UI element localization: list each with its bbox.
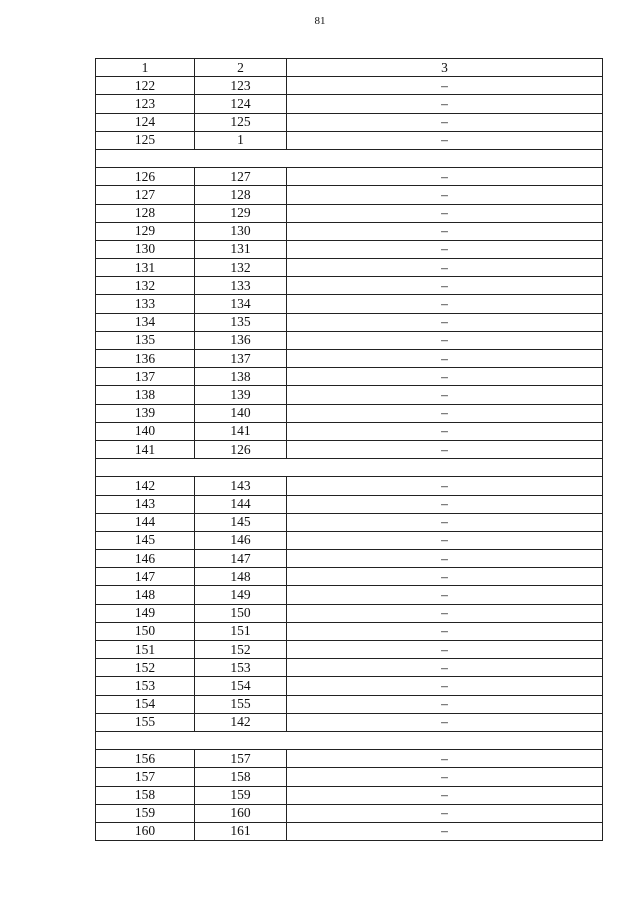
table-row: [96, 313, 603, 331]
table-row: [96, 204, 603, 222]
table-cell-col1: 130: [96, 240, 195, 258]
table-cell-col3: –: [287, 350, 603, 368]
column-header-2: 2: [195, 59, 287, 77]
table-cell-col1: 127: [96, 186, 195, 204]
table-row: [96, 404, 603, 422]
table-cell-col2: 142: [195, 713, 287, 731]
table-cell-col3: –: [287, 331, 603, 349]
table-row: [96, 240, 603, 258]
table-cell-col2: 161: [195, 822, 287, 840]
table-cell-col1: 149: [96, 604, 195, 622]
table-row: [96, 641, 603, 659]
table-row: [96, 677, 603, 695]
data-table: [95, 58, 603, 841]
table-cell-col1: 136: [96, 350, 195, 368]
table-header-row: [96, 59, 603, 77]
table-cell-col1: 153: [96, 677, 195, 695]
table-cell-col2: 127: [195, 168, 287, 186]
table-cell-col2: 141: [195, 422, 287, 440]
table-cell-col3: –: [287, 659, 603, 677]
table-cell-col3: –: [287, 368, 603, 386]
table-cell-col3: –: [287, 677, 603, 695]
table-row: [96, 331, 603, 349]
table-cell-col3: –: [287, 750, 603, 768]
table-row: [96, 131, 603, 149]
table-cell-col2: 138: [195, 368, 287, 386]
table-row: [96, 786, 603, 804]
table-cell-col2: 160: [195, 804, 287, 822]
table-cell-col3: –: [287, 422, 603, 440]
table-cell-col1: 145: [96, 531, 195, 549]
table-cell-col2: 128: [195, 186, 287, 204]
table-cell-col3: –: [287, 222, 603, 240]
table-cell-col2: 149: [195, 586, 287, 604]
table-cell-col2: 154: [195, 677, 287, 695]
table-cell-col2: 130: [195, 222, 287, 240]
table-cell-col3: –: [287, 404, 603, 422]
table-cell-col1: 122: [96, 77, 195, 95]
table-cell-col2: 139: [195, 386, 287, 404]
table-cell-col2: 132: [195, 259, 287, 277]
table-cell-col2: 150: [195, 604, 287, 622]
table-cell-col2: 134: [195, 295, 287, 313]
table-row: [96, 768, 603, 786]
table-row: [96, 695, 603, 713]
table-cell-col3: –: [287, 804, 603, 822]
table-cell-col3: –: [287, 568, 603, 586]
table-cell-col2: 137: [195, 350, 287, 368]
table-cell-col2: 136: [195, 331, 287, 349]
table-cell-col3: –: [287, 604, 603, 622]
table-cell-col1: 138: [96, 386, 195, 404]
table-cell-col2: 155: [195, 695, 287, 713]
table-cell-col1: 154: [96, 695, 195, 713]
table-row: [96, 822, 603, 840]
table-cell-col2: 159: [195, 786, 287, 804]
table-cell-col3: –: [287, 204, 603, 222]
table-cell-col2: 147: [195, 550, 287, 568]
table-cell-col1: 125: [96, 131, 195, 149]
table-row: [96, 713, 603, 731]
table-cell-col2: 151: [195, 622, 287, 640]
table-cell-col1: 123: [96, 95, 195, 113]
table-cell-col2: 153: [195, 659, 287, 677]
table-row: [96, 186, 603, 204]
table-row: [96, 95, 603, 113]
table-row: [96, 277, 603, 295]
table-cell-col3: –: [287, 277, 603, 295]
table-cell-col3: –: [287, 477, 603, 495]
table-row: [96, 222, 603, 240]
table-row: [96, 113, 603, 131]
table-cell-col2: 148: [195, 568, 287, 586]
group-separator-row: [96, 459, 603, 477]
table-cell-col2: 143: [195, 477, 287, 495]
table-row: [96, 259, 603, 277]
table-cell-col3: –: [287, 259, 603, 277]
column-header-3: 3: [287, 59, 603, 77]
table-row: [96, 295, 603, 313]
table-cell-col3: –: [287, 531, 603, 549]
table-cell-col2: 135: [195, 313, 287, 331]
table-body: [96, 77, 603, 841]
table-cell-col3: –: [287, 713, 603, 731]
table-cell-col1: 140: [96, 422, 195, 440]
table-cell-col1: 137: [96, 368, 195, 386]
table-cell-col3: –: [287, 186, 603, 204]
table-cell-col2: 144: [195, 495, 287, 513]
table-cell-col3: –: [287, 295, 603, 313]
table-row: [96, 804, 603, 822]
table-cell-col2: 157: [195, 750, 287, 768]
table-cell-col1: 151: [96, 641, 195, 659]
table-cell-col2: 152: [195, 641, 287, 659]
table-row: [96, 750, 603, 768]
table-cell-col1: 129: [96, 222, 195, 240]
table-cell-col3: –: [287, 641, 603, 659]
table-cell-col3: –: [287, 77, 603, 95]
table-cell-col1: 147: [96, 568, 195, 586]
table-cell-col3: –: [287, 440, 603, 458]
table-cell-col1: 126: [96, 168, 195, 186]
table-cell-col3: –: [287, 113, 603, 131]
table-cell-col3: –: [287, 550, 603, 568]
table-cell-col1: 157: [96, 768, 195, 786]
table-cell-col1: 156: [96, 750, 195, 768]
table-cell-col1: 132: [96, 277, 195, 295]
group-separator-row: [96, 149, 603, 167]
table-row: [96, 622, 603, 640]
table-row: [96, 604, 603, 622]
table-cell-col1: 160: [96, 822, 195, 840]
table-row: [96, 550, 603, 568]
table-cell-col2: 131: [195, 240, 287, 258]
table-row: [96, 659, 603, 677]
table-row: [96, 586, 603, 604]
table-cell-col1: 133: [96, 295, 195, 313]
table-row: [96, 440, 603, 458]
column-header-1: 1: [96, 59, 195, 77]
table-cell-col3: –: [287, 513, 603, 531]
table-cell-col1: 142: [96, 477, 195, 495]
table-cell-col2: 123: [195, 77, 287, 95]
group-separator-cell: [96, 459, 603, 477]
table-cell-col1: 152: [96, 659, 195, 677]
table-cell-col3: –: [287, 768, 603, 786]
table-cell-col1: 141: [96, 440, 195, 458]
table-cell-col1: 159: [96, 804, 195, 822]
table-cell-col1: 143: [96, 495, 195, 513]
table-row: [96, 513, 603, 531]
table-row: [96, 495, 603, 513]
table-cell-col3: –: [287, 95, 603, 113]
group-separator-row: [96, 731, 603, 749]
table-cell-col2: 125: [195, 113, 287, 131]
table-cell-col3: –: [287, 168, 603, 186]
table-row: [96, 368, 603, 386]
table-row: [96, 531, 603, 549]
table-cell-col3: –: [287, 822, 603, 840]
table-row: [96, 477, 603, 495]
table-cell-col2: 146: [195, 531, 287, 549]
table-cell-col2: 145: [195, 513, 287, 531]
table-cell-col1: 135: [96, 331, 195, 349]
table-cell-col3: –: [287, 695, 603, 713]
table-row: [96, 386, 603, 404]
table-cell-col2: 129: [195, 204, 287, 222]
table-cell-col1: 146: [96, 550, 195, 568]
table-cell-col2: 126: [195, 440, 287, 458]
table-cell-col1: 128: [96, 204, 195, 222]
table-cell-col1: 144: [96, 513, 195, 531]
group-separator-cell: [96, 731, 603, 749]
table-cell-col2: 1: [195, 131, 287, 149]
table-cell-col3: –: [287, 131, 603, 149]
table-cell-col2: 140: [195, 404, 287, 422]
page-number: 81: [314, 15, 326, 27]
table-cell-col1: 158: [96, 786, 195, 804]
table-cell-col3: –: [287, 386, 603, 404]
table-cell-col1: 134: [96, 313, 195, 331]
table-cell-col3: –: [287, 313, 603, 331]
table-row: [96, 77, 603, 95]
table-cell-col1: 131: [96, 259, 195, 277]
table-cell-col3: –: [287, 786, 603, 804]
table-cell-col2: 133: [195, 277, 287, 295]
table-cell-col3: –: [287, 495, 603, 513]
table-cell-col1: 148: [96, 586, 195, 604]
group-separator-cell: [96, 149, 603, 167]
table-row: [96, 422, 603, 440]
table-cell-col2: 124: [195, 95, 287, 113]
table-cell-col2: 158: [195, 768, 287, 786]
table-cell-col1: 139: [96, 404, 195, 422]
table-cell-col1: 150: [96, 622, 195, 640]
table-cell-col1: 124: [96, 113, 195, 131]
table-cell-col3: –: [287, 586, 603, 604]
table-cell-col1: 155: [96, 713, 195, 731]
table-cell-col3: –: [287, 240, 603, 258]
table-row: [96, 568, 603, 586]
table-cell-col3: –: [287, 622, 603, 640]
table-row: [96, 168, 603, 186]
table-row: [96, 350, 603, 368]
